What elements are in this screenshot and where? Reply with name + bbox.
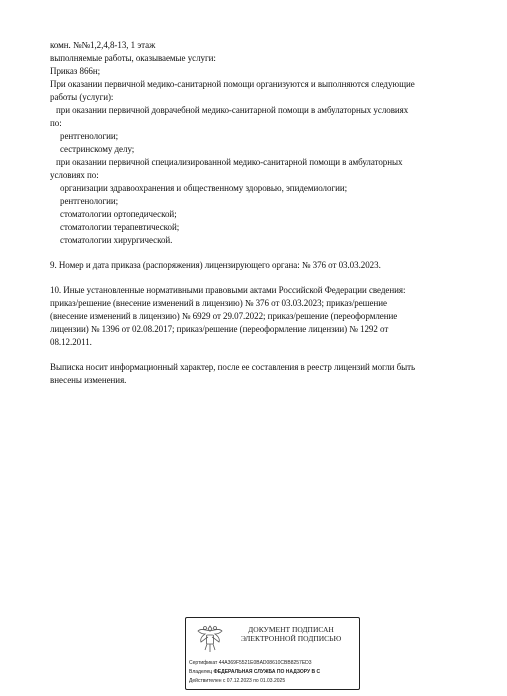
document-line: условиях по: <box>50 170 99 180</box>
stamp-validity: Действителен с 07.12.2023 по 01.03.2025 <box>189 678 286 684</box>
document-line: стоматологии хирургической. <box>60 235 173 245</box>
document-line: организации здравоохранения и общественному здоровью, эпидемиологии; <box>60 183 348 193</box>
document-line: рентгенологии; <box>60 196 119 206</box>
document-line: 08.12.2011. <box>50 337 92 347</box>
document-line: при оказании первичной доврачебной медико-санитарной помощи в амбулаторных условиях <box>56 105 409 115</box>
document-line: при оказании первичной специализированной медико-санитарной помощи в амбулаторных <box>56 157 403 167</box>
stamp-owner <box>189 669 320 675</box>
document-line: работы (услуги): <box>50 92 114 102</box>
stamp-certificate <box>189 660 312 666</box>
stamp-certificate-value: 44A369F5521E0BAD08610CBB8257ED3 <box>218 660 312 666</box>
document-line: Приказ 866н; <box>50 66 101 76</box>
signature-stamp <box>185 617 360 690</box>
document-line: 10. Иные установленные нормативными правовыми актами Российской Федерации сведения: <box>50 285 406 295</box>
stamp-title-line1: ДОКУМЕНТ ПОДПИСАН <box>248 625 334 634</box>
document-line: приказ/решение (внесение изменений в лицензию) № 376 от 03.03.2023; приказ/решение <box>50 298 387 308</box>
stamp-owner-label: Владелец <box>189 669 213 675</box>
stamp-certificate-label: Сертификат <box>189 660 218 666</box>
stamp-title <box>226 625 356 643</box>
stamp-owner-value: ФЕДЕРАЛЬНАЯ СЛУЖБА ПО НАДЗОРУ В С <box>213 669 321 675</box>
document-line: 9. Номер и дата приказа (распоряжения) лицензирующего органа: № 376 от 03.03.2023. <box>50 260 381 270</box>
document-line: выполняемые работы, оказываемые услуги: <box>50 53 216 63</box>
document-line: внесены изменения. <box>50 375 127 385</box>
document-line: стоматологии терапевтической; <box>60 222 180 232</box>
document-line: (внесение изменений в лицензию) № 6929 от 29.07.2022; приказ/решение (переоформление <box>50 311 398 321</box>
stamp-title-line2: ЭЛЕКТРОННОЙ ПОДПИСЬЮ <box>240 634 342 643</box>
document-line: Выписка носит информационный характер, после ее составления в реестр лицензий могли быть <box>50 362 416 372</box>
document-line: При оказании первичной медико-санитарной помощи организуются и выполняются следующие <box>50 79 415 89</box>
coat-of-arms-icon <box>195 622 225 656</box>
document-line: по: <box>50 118 62 128</box>
document-line: сестринскому делу; <box>60 144 135 154</box>
document-line: комн. №№1,2,4,8-13, 1 этаж <box>50 40 156 50</box>
document-line: стоматологии ортопедической; <box>60 209 177 219</box>
document-line: лицензии) № 1396 от 02.08.2017; приказ/решение (переоформление лицензии) № 1292 от <box>50 324 389 334</box>
document-line: рентгенологии; <box>60 131 119 141</box>
